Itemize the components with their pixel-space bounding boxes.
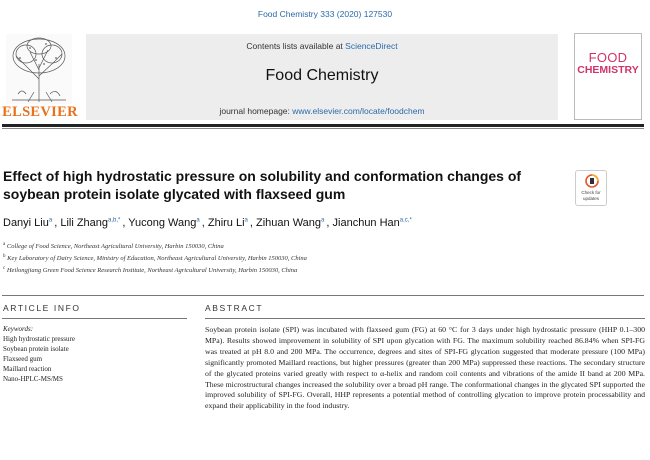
badge-line2: updates xyxy=(582,195,599,201)
check-for-updates-icon xyxy=(585,174,599,188)
keyword: Soybean protein isolate xyxy=(3,345,69,353)
journal-banner xyxy=(86,34,558,120)
author[interactable]: Zhiru Li$^a$ xyxy=(207,217,248,229)
author[interactable]: Danyi Liu$^a$ xyxy=(3,217,53,229)
journal-homepage xyxy=(86,106,558,116)
affiliations xyxy=(3,240,623,276)
contents-prefix: Contents lists available at xyxy=(246,41,346,51)
header-rule-thin xyxy=(2,128,644,129)
author[interactable]: Jianchun Han$^{a,c,*}$ xyxy=(332,217,412,229)
author[interactable]: Yucong Wang$^a$ xyxy=(128,217,200,229)
contents-line xyxy=(86,41,558,51)
badge-line1: Check for xyxy=(581,190,601,195)
keywords-label: Keywords: xyxy=(3,325,34,333)
header-rule xyxy=(2,124,644,127)
keyword: Nano-HPLC-MS/MS xyxy=(3,375,63,383)
author[interactable]: Zihuan Wang$^a$ xyxy=(256,217,325,229)
section-divider xyxy=(2,295,644,296)
abstract-rule xyxy=(205,318,645,319)
homepage-link[interactable]: www.elsevier.com/locate/foodchem xyxy=(292,106,425,116)
badge-label xyxy=(576,190,606,201)
affiliation: $^a$ College of Food Science, Northeast Agricultural University, Harbin 150030, China xyxy=(3,242,224,251)
author[interactable]: Lili Zhang$^{a,b,*}$ xyxy=(60,217,121,229)
article-title: Effect of high hydrostatic pressure on solubility and conformation changes of soybean protein isolate glycated with flaxseed gum xyxy=(3,168,522,202)
check-for-updates-badge[interactable] xyxy=(575,170,607,206)
publisher-name: ELSEVIER xyxy=(2,104,78,120)
affiliation: $^c$ Heilongjiang Green Food Science Research Institute, Northeast Agricultural University, Harbin 150030, China xyxy=(3,266,298,275)
keyword: Maillard reaction xyxy=(3,365,52,373)
author-list: Danyi Liu$^a$ , Lili Zhang$^{a,b,*}$ , Yucong Wang$^a$ , Zhiru Li$^a$ , Zihuan Wang$^a$ , Jianchun Han$^{a,c,*}$ xyxy=(3,217,412,229)
cover-title-line1: FOOD xyxy=(588,50,628,65)
tree-logo-icon xyxy=(6,34,72,104)
article-info-heading: ARTICLE INFO xyxy=(3,303,81,313)
journal-title[interactable]: Food Chemistry xyxy=(265,67,379,84)
abstract-text: Soybean protein isolate (SPI) was incubated with flaxseed gum (FG) at 60 °C for 3 days under high hydrostatic pressure (HHP 0.1–300 MPa). Results showed improvement in solubility of SPI upon glycation with FG. The maximum solubility reached 86.84% when SPI-FG was treated at pH 8.0 and 200 MPa. The occurrence, degrees and sites of SPI-FG glycation suggested that moderate pressure (100 MPa) significantly promoted Maillard reactions, but higher pressures (greater than 200 MPa) suppressed these reactions. The secondary structure of the glycated proteins varied greatly with respect to α-helix and random coil contents and vibrations of the amide II band at 200 MPa. These microstructural changes increased the solubility over a broad pH range. The conformational changes in the glycated SPI supported the improved solubility of SPI-FG. Overall, HHP represents a potential method of controlling glycation to improve protein processability and expand their applicability in the food industry. xyxy=(205,325,645,411)
article-info-rule xyxy=(2,318,187,319)
publisher-logo[interactable] xyxy=(2,34,76,120)
affiliation: $^b$ Key Laboratory of Dairy Science, Ministry of Education, Northeast Agricultural University, Harbin 150030, China xyxy=(3,254,307,263)
keyword: Flaxseed gum xyxy=(3,355,43,363)
journal-cover[interactable] xyxy=(574,33,642,120)
sciencedirect-link[interactable]: ScienceDirect xyxy=(345,41,398,51)
journal-citation[interactable]: Food Chemistry 333 (2020) 127530 xyxy=(257,9,393,19)
homepage-prefix: journal homepage: xyxy=(219,106,293,116)
abstract-heading: ABSTRACT xyxy=(205,303,264,313)
cover-title-line2: CHEMISTRY xyxy=(577,64,639,76)
keywords-block xyxy=(3,324,183,384)
keyword: High hydrostatic pressure xyxy=(3,335,75,343)
